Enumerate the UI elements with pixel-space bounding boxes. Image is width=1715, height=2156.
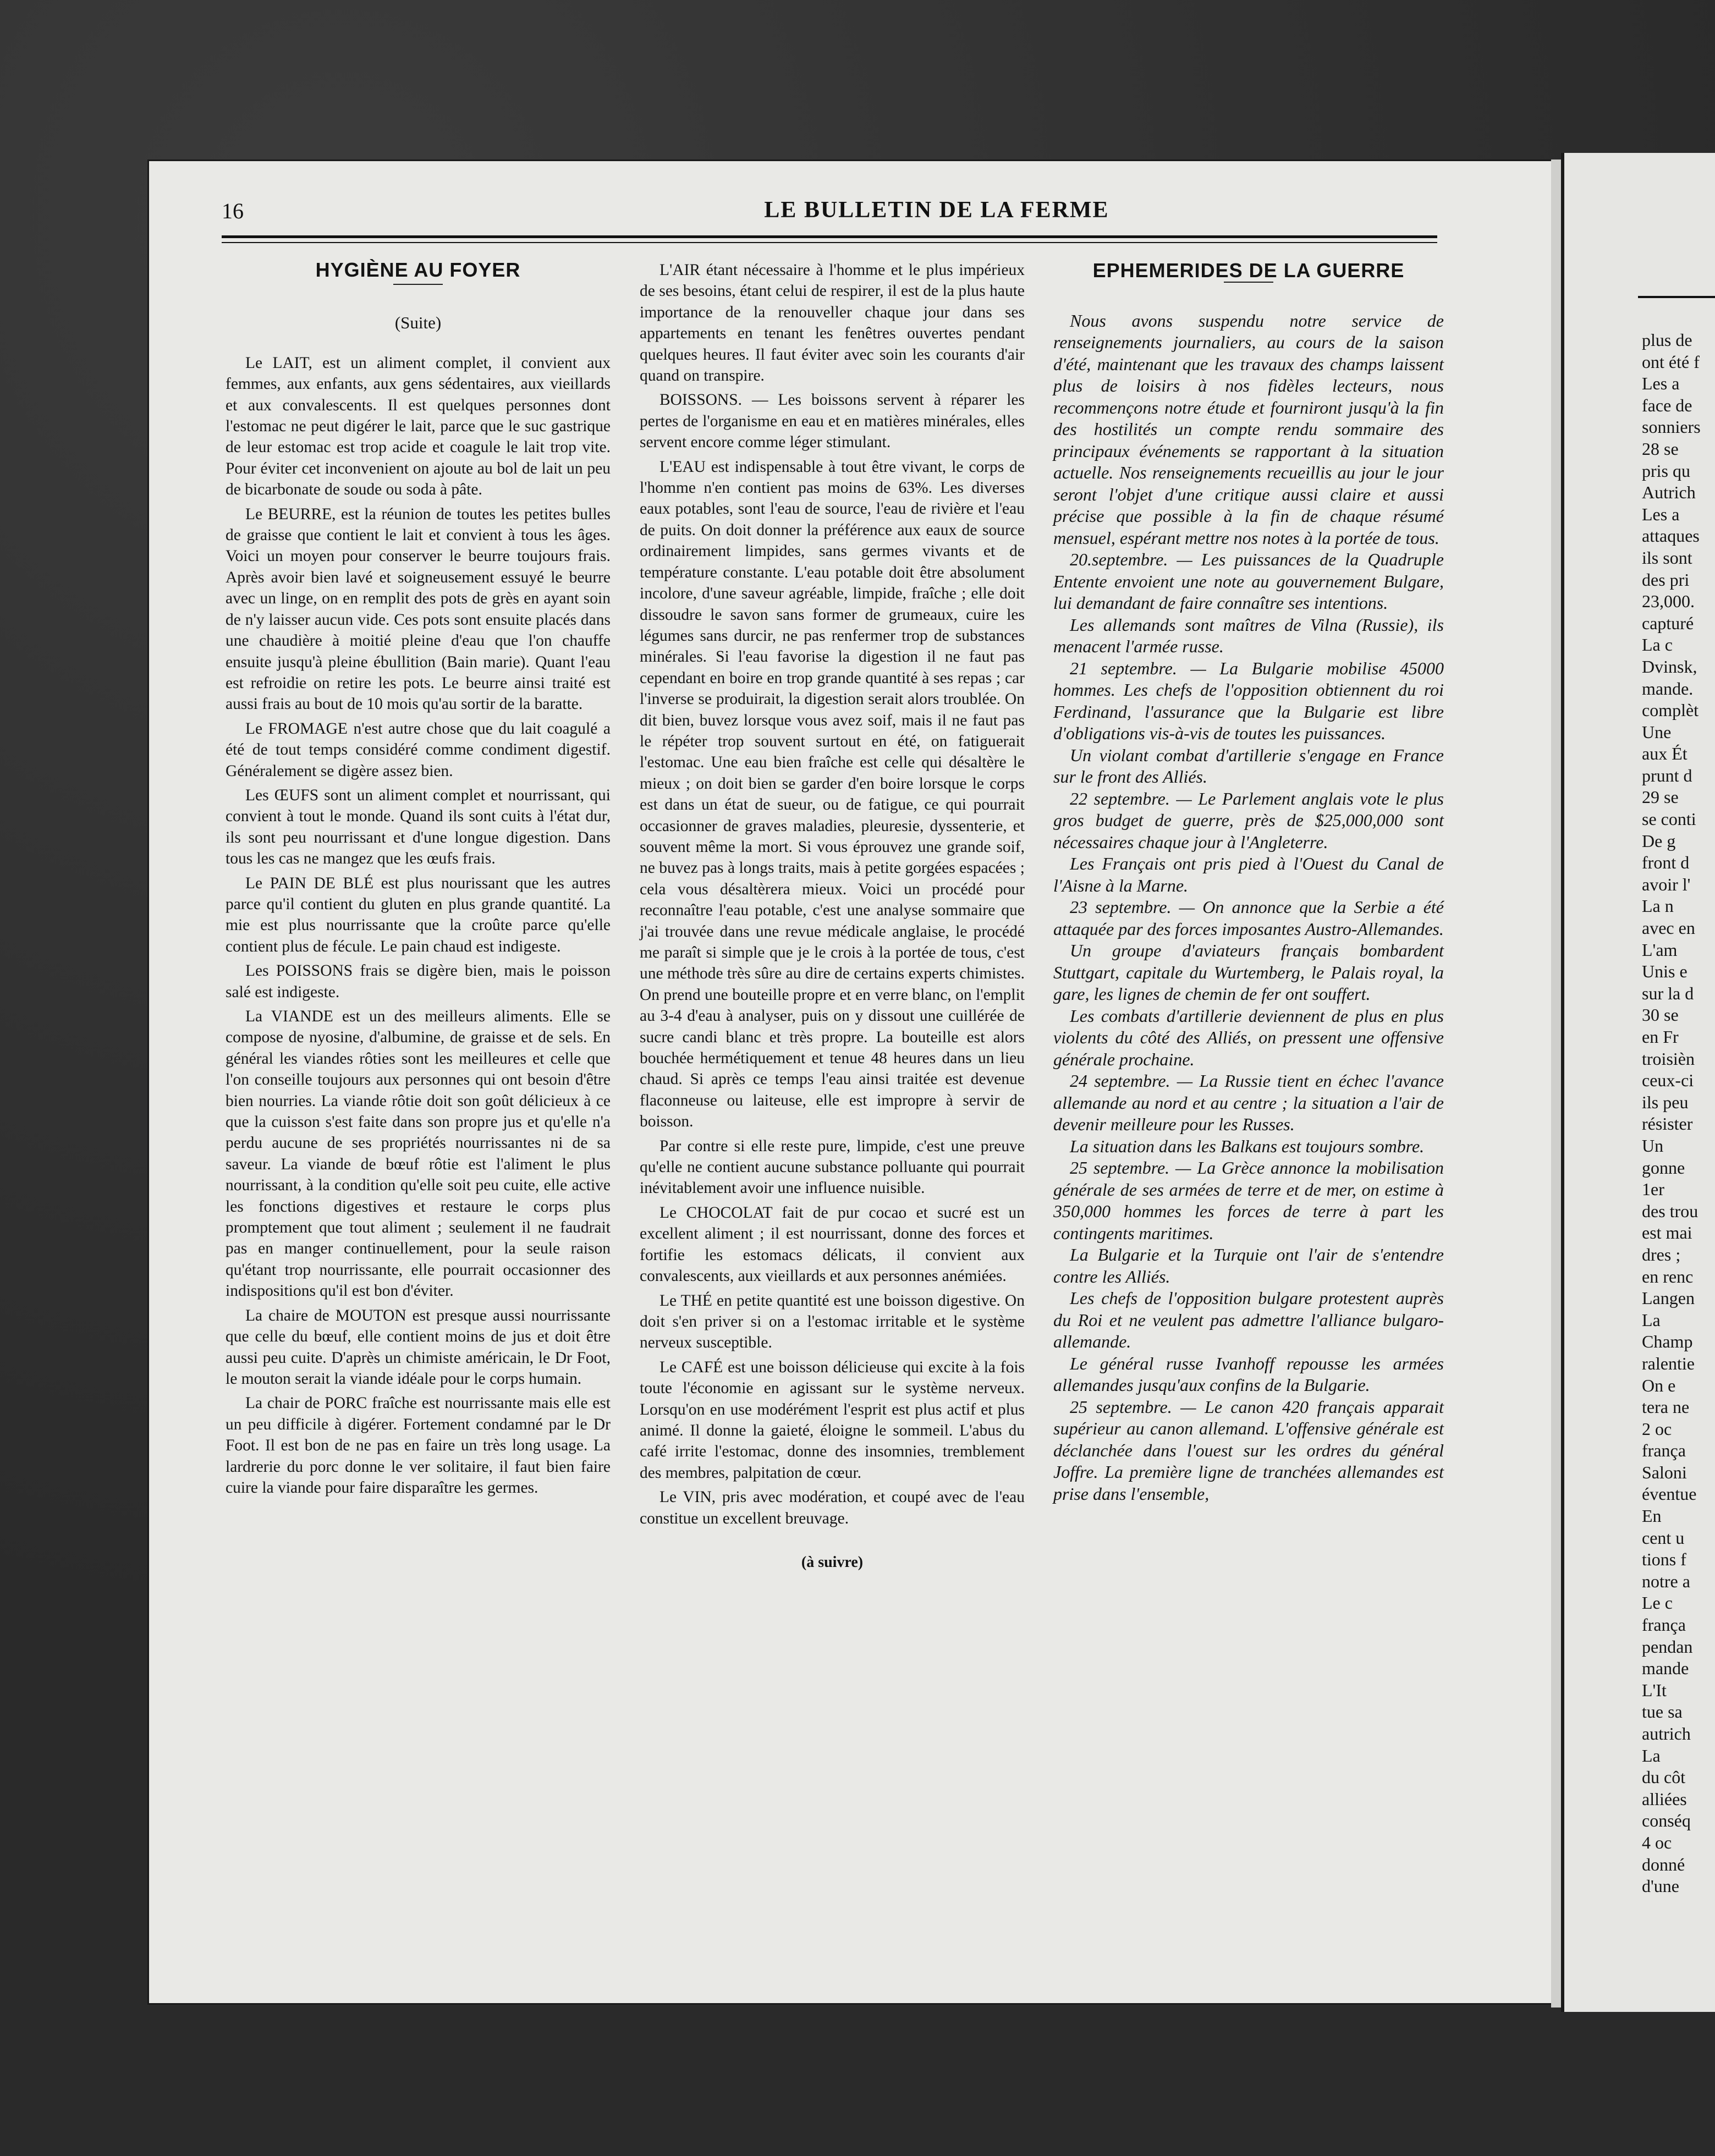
next-page-line: d'une	[1642, 1876, 1679, 1896]
next-page-line: La	[1642, 1745, 1661, 1766]
next-page-line: L'am	[1642, 939, 1678, 960]
next-page-line: Unis e	[1642, 961, 1687, 982]
paragraph: Le LAIT, est un aliment complet, il convient aux femmes, aux enfants, aux gens sédentaires, aux vieillards et aux convalescents. Il est quelques personnes dont l'estomac ne peut digérer le lait, parce que le suc gastrique de leur estomac est trop acide et coagule le lait trop vite. Pour éviter cet inconvenient on ajoute au bol de lait un peu de bicarbonate de soude ou soda à pâte.	[226, 354, 611, 499]
paragraph: Un violant combat d'artillerie s'engage en France sur le front des Alliés.	[1053, 745, 1444, 787]
next-page-line: avec en	[1642, 918, 1695, 938]
next-page-text	[1642, 330, 1715, 1936]
next-page-line: autrich	[1642, 1724, 1691, 1744]
paragraph: L'EAU est indispensable à tout être vivant, le corps de l'homme n'en contient pas moins de 63%. Les diverses eaux potables, sont l'eau de source, l'eau de rivière et l'eau de puits. On doit donner la préférence aux eaux de source ordinairement limpides, sans germes vivants et de température constante. L'eau potable doit être absolument incolore, d'une saveur agréable, limpide, fraîche ; elle doit dissoudre le savon sans former de grumeaux, cuire les légumes sans durcir, ne pas renfermer trop de substances minérales. Si l'eau favorise la digestion il ne faut pas cependant en boire en trop grande quantité à ses repas ; car l'inverse se produirait, la digestion serait alors troublée. On dit bien, buvez lorsque vous avez soif, mais il ne faut pas le répéter trop souvent surtout en été, on fatiguerait l'estomac. Une eau bien fraîche est celle qui désaltère le mieux ; on doit bien se garder d'en boire lorsque le corps est dans un état de sueur, ou de fatigue, ce qui pourrait occasionner de graves maladies, pleuresie, dyssenterie, et souvent même la mort. Si vous éprouvez une grande soif, ne buvez pas à longs traits, mais à petite gorgées espacées ; cela vous désaltèrera mieux. Voici un procédé pour reconnaître l'eau potable, c'est une analyse sommaire que j'ai trouvée dans une revue médicale anglaise, le procédé me paraît si simple que je le crois à la portée de tous, c'est une méthode très sûre au dire de certains experts chimistes. On prend une bouteille propre et en verre blanc, on l'emplit au 3-4 d'eau à analyser, puis on y dissout une cuillérée de sucre candi blanc et très propre. La bouteille est alors bouchée hermétiquement et tenue 48 heures dans un lieu chaud. Si après ce temps l'eau ainsi traitée est devenue flaconneuse ou laiteuse, elle est impropre à servir de boisson.	[640, 458, 1025, 1131]
next-page-line: Dvinsk,	[1642, 656, 1697, 676]
next-page-line: L'It	[1642, 1680, 1667, 1700]
next-page-line: attaques	[1642, 526, 1700, 546]
article-title: EPHEMERIDES DE LA GUERRE	[1092, 259, 1405, 282]
next-page-line: mande.	[1642, 678, 1694, 698]
next-page-line: ont été f	[1642, 351, 1700, 372]
header-rule-thin	[222, 242, 1437, 243]
paragraph: Les chefs de l'opposition bulgare protestent auprès du Roi et ne veulent pas admettre l'alliance bulgaro-allemande.	[1053, 1288, 1444, 1351]
next-page-line: alliées	[1642, 1789, 1687, 1809]
next-page-line: donné	[1642, 1854, 1685, 1874]
next-page-line: cent u	[1642, 1527, 1685, 1548]
paragraph: Les ŒUFS sont un aliment complet et nourrissant, qui convient à tout le monde. Quand ils sont cuits à l'état dur, ils sont peu nourrissant et d'une longue digestion. Dans tous les cas ne mangez que les œufs frais.	[226, 786, 611, 868]
paragraph: Le VIN, pris avec modération, et coupé avec de l'eau constitue un excellent breuvage.	[640, 1488, 1025, 1527]
next-page-line: plus de	[1642, 330, 1692, 350]
next-page-line: résister	[1642, 1114, 1693, 1134]
next-page-line: Le c	[1642, 1593, 1673, 1613]
paragraph: Le CAFÉ est une boisson délicieuse qui excite à la fois toute l'économie en agissant sur le système nerveux. Lorsqu'on en use modérément l'esprit est plus actif et plus animé. Il donne la gaieté, éloigne le sommeil. L'abus du café irrite l'estomac, donne des insomnies, tremblement des membres, palpitation de cœur.	[640, 1358, 1025, 1482]
next-page-line: 1er	[1642, 1179, 1664, 1200]
column-ephemerides	[1053, 260, 1444, 1505]
page-number: 16	[222, 199, 244, 223]
next-page-line: éventue	[1642, 1484, 1697, 1504]
next-page-line: tera ne	[1642, 1397, 1690, 1417]
paragraph: 20.septembre. — Les puissances de la Quadruple Entente envoient une note au gouvernement Bulgare, lui demandant de faire connaître ses intentions.	[1053, 549, 1444, 613]
next-page-line: avoir l'	[1642, 874, 1691, 894]
paragraph: Le FROMAGE n'est autre chose que du lait coagulé a été de tout temps considéré comme condiment digestif. Généralement se digère assez bien.	[226, 719, 611, 780]
next-page-line: 2 oc	[1642, 1418, 1672, 1439]
next-page-line: Les a	[1642, 504, 1680, 524]
next-page-line: De g	[1642, 831, 1676, 851]
paragraph: Les allemands sont maîtres de Vilna (Russie), ils menacent l'armée russe.	[1053, 614, 1444, 656]
article-subtitle: (Suite)	[394, 313, 442, 333]
next-page-rule	[1638, 296, 1715, 298]
next-page-line: frança	[1642, 1615, 1686, 1635]
next-page-line: front d	[1642, 853, 1690, 873]
paragraph: Le général russe Ivanhoff repousse les armées allemandes jusqu'aux confins de la Bulgarie.	[1053, 1353, 1444, 1395]
paragraph: La VIANDE est un des meilleurs aliments. Elle se compose de nyosine, d'albumine, de graisse et de sels. En général les viandes rôties sont les meilleures et celle que l'on conseille toujours aux personnes qui ont besoin d'être bien nourries. La viande rôtie doit son goût délicieux à ce que la cuisson s'est faite dans son propre jus et qu'elle n'a perdu aucune de ses propriétés nourrissantes ni de sa saveur. La viande de bœuf rôtie est l'aliment le plus nourrissant, à la condition qu'elle soit peu cuite, elle active les fonctions digestives et restaure le corps plus promptement que tout aliment ; seulement il ne faudrait pas en manger continuellement, pour la seule raison qu'étant trop nourrissante, elle pourrait occasionner des indispositions qu'il est bon d'éviter.	[226, 1008, 611, 1300]
paragraph: La situation dans les Balkans est toujours sombre.	[1070, 1136, 1425, 1156]
next-page-line: La	[1642, 1310, 1661, 1330]
masthead: LE BULLETIN DE LA FERME	[764, 197, 1109, 223]
paragraph: Le BEURRE, est la réunion de toutes les petites bulles de graisse que contient le lait et convient à tous les âges. Voici un moyen pour conserver le beurre toujours frais. Après avoir bien lavé et soigneusement essuyé le beurre avec un linge, on en remplit des pots de grès en ayant soin de n'y laisser aucun vide. Ces pots sont ensuite placés dans une chaudière à moitié pleine d'eau que l'on chauffe ensuite jusqu'à pleine ébullition (Bain marie). Quant l'eau est refroidie on retire les pots. Le beurre ainsi traité est aussi frais au bout de 10 mois qu'au sortir de la baratte.	[226, 505, 611, 713]
paragraph: La Bulgarie et la Turquie ont l'air de s'entendre contre les Alliés.	[1053, 1245, 1444, 1286]
paragraph: 23 septembre. — On annonce que la Serbie a été attaquée par des forces imposantes Austro-Allemandes.	[1053, 897, 1444, 939]
next-page-line: Champ	[1642, 1332, 1693, 1352]
next-page-line: ils peu	[1642, 1092, 1689, 1112]
paragraph: Les combats d'artillerie deviennent de plus en plus violents du côté des Alliés, on pressent une offensive générale prochaine.	[1053, 1005, 1444, 1069]
paragraph: 22 septembre. — Le Parlement anglais vote le plus gros budget de guerre, près de $25,000,000 sont nécessaires chaque jour à l'Angleterre.	[1053, 788, 1444, 852]
article-body	[1053, 310, 1444, 1505]
next-page-line: aux Ét	[1642, 744, 1687, 764]
paragraph: Un groupe d'aviateurs français bombardent Stuttgart, capitale du Wurtemberg, le Palais royal, la gare, les lignes de chemin de fer ont souffert.	[1053, 941, 1444, 1004]
paragraph: Le CHOCOLAT fait de pur cocao et sucré est un excellent aliment ; il est nourrissant, donne des forces et fortifie les estomacs délicats, il convient aux convalescents, aux vieillards et aux personnes anémiées.	[640, 1203, 1025, 1285]
page-gutter	[1551, 160, 1561, 2008]
next-page-line: On e	[1642, 1375, 1676, 1395]
next-page-line: tue sa	[1642, 1702, 1683, 1722]
next-page-line: pris qu	[1642, 460, 1690, 481]
next-page-line: se conti	[1642, 809, 1696, 829]
next-page-line: frança	[1642, 1440, 1686, 1461]
next-page-line: mande	[1642, 1658, 1689, 1679]
next-page-line: en renc	[1642, 1266, 1694, 1286]
next-page-line: face de	[1642, 395, 1692, 415]
next-page-line: En	[1642, 1506, 1662, 1526]
paragraph: Les POISSONS frais se digère bien, mais le poisson salé est indigeste.	[226, 962, 611, 1001]
next-page-line: 30 se	[1642, 1005, 1679, 1025]
next-page-line: 29 se	[1642, 787, 1679, 807]
to-be-continued: (à suivre)	[801, 1553, 864, 1571]
next-page-line: ceux-ci	[1642, 1070, 1694, 1091]
paragraph: Le PAIN DE BLÉ est plus nourissant que les autres parce qu'il contient du gluten en plus grande quantité. La mie est plus nourrissante que la croûte parce qu'elle contient plus de fécule. Le pain chaud est indigeste.	[226, 874, 611, 955]
next-page-line: Saloni	[1642, 1462, 1687, 1482]
article-body	[640, 260, 1025, 1529]
paragraph: Les Français ont pris pied à l'Ouest du Canal de l'Aisne à la Marne.	[1053, 854, 1444, 895]
next-page-line: gonne	[1642, 1157, 1685, 1178]
paragraph: 21 septembre. — La Bulgarie mobilise 45000 hommes. Les chefs de l'opposition obtiennent du roi Ferdinand, l'assurance que la Bulgarie est libre d'obligations vis-à-vis de toutes les puissances.	[1053, 658, 1444, 743]
column-hygiene	[226, 260, 611, 1502]
next-page-line: tions f	[1642, 1549, 1686, 1570]
header-rule	[222, 235, 1437, 238]
paragraph: 25 septembre. — Le canon 420 français apparait supérieur au canon allemand. L'offensive générale est déclanchée dans l'ouest sur les ordres du général Joffre. La première ligne de tranchées allemandes est prise dans l'ensemble,	[1053, 1396, 1444, 1504]
next-page-line: ils sont	[1642, 547, 1692, 568]
next-page-line: Langen	[1642, 1288, 1695, 1308]
next-page-line: est mai	[1642, 1223, 1692, 1243]
next-page-line: pendan	[1642, 1636, 1693, 1657]
paragraph: Le THÉ en petite quantité est une boisson digestive. On doit s'en priver si on a l'estomac irritable et le système nerveux susceptible.	[640, 1291, 1025, 1352]
article-body	[226, 353, 611, 1499]
next-page-line: des pri	[1642, 569, 1690, 590]
paragraph: La chaire de MOUTON est presque aussi nourrissante que celle du bœuf, elle contient moins de jus et doit être aussi peu cuite. D'après un chimiste américain, le Dr Foot, le mouton serait la viande idéale pour le corps humain.	[226, 1306, 611, 1388]
title-divider	[393, 284, 443, 285]
next-page-line: sonniers	[1642, 417, 1701, 437]
next-page-line: 28 se	[1642, 438, 1679, 459]
paragraph: 25 septembre. — La Grèce annonce la mobilisation générale de ses armées de terre et de mer, on estime à 350,000 hommes les forces de terre à part les contingents maritimes.	[1053, 1158, 1444, 1243]
next-page-line: capturé	[1642, 613, 1694, 633]
next-page-line: dres ;	[1642, 1244, 1681, 1264]
newspaper-page	[147, 160, 1583, 2005]
next-page-line: conséq	[1642, 1811, 1691, 1831]
paragraph: La chair de PORC fraîche est nourrissante mais elle est un peu difficile à digérer. Fortement condamné par le Dr Foot. Il est bon de ne pas en faire un très long usage. La lardrerie du porc donne le ver solitaire, il faut bien faire cuire la viande pour faire disparaître les germes.	[226, 1394, 611, 1497]
article-title: HYGIÈNE AU FOYER	[315, 258, 521, 281]
next-page-line: La n	[1642, 896, 1674, 916]
next-page-line: du côt	[1642, 1767, 1686, 1788]
column-hygiene-continued	[640, 260, 1025, 1576]
next-page-line: notre a	[1642, 1571, 1690, 1591]
next-page-line: Un	[1642, 1135, 1664, 1156]
next-page-line: en Fr	[1642, 1027, 1679, 1047]
next-page-line: Une	[1642, 722, 1672, 742]
next-page-line: Les a	[1642, 373, 1680, 394]
next-page-line: Autrich	[1642, 482, 1696, 503]
next-page-line: 4 oc	[1642, 1832, 1672, 1852]
next-page-line: ralentie	[1642, 1353, 1695, 1373]
paragraph: Nous avons suspendu notre service de renseignements journaliers, au cours de la saison d'été, maintenant que les travaux des champs laissent plus de loisirs à nos fidèles lecteurs, nous recommençons notre étude et fourniront jusqu'à la fin des hostilités un compte rendu sommaire des principaux événements se rapportant à la situation actuelle. Nos renseignements recueillis au jour le jour seront l'objet d'une critique aussi claire et aussi précise que possible à la fin de chaque résumé mensuel, espérant mettre nos notes à la portée de tous.	[1053, 310, 1444, 548]
next-page-line: complèt	[1642, 700, 1699, 721]
paragraph: Par contre si elle reste pure, limpide, c'est une preuve qu'elle ne contient aucune substance polluante qui pourrait inévitablement avoir une influence nuisible.	[640, 1137, 1025, 1197]
next-page-line: des trou	[1642, 1201, 1698, 1221]
next-page-line: prunt d	[1642, 765, 1692, 785]
paragraph: 24 septembre. — La Russie tient en échec l'avance allemande au nord et au centre ; la situation a l'air de devenir meilleure pour les Russes.	[1053, 1071, 1444, 1134]
paragraph: L'AIR étant nécessaire à l'homme et le plus impérieux de ses besoins, étant celui de respirer, il est de la plus haute importance de la renouveller chaque jour dans ses appartements en tenant les fenêtres ouvertes pendant quelques heures. Il faut éviter avec soin les courants d'air quand on transpire.	[640, 261, 1025, 385]
next-page-line: sur la d	[1642, 983, 1694, 1003]
next-page-line: La c	[1642, 635, 1673, 655]
paragraph: BOISSONS. — Les boissons servent à réparer les pertes de l'organisme en eau et en matières minérales, elles servent encore comme léger stimulant.	[640, 391, 1025, 452]
next-page-line: 23,000.	[1642, 591, 1695, 612]
next-page-line: troisièn	[1642, 1048, 1695, 1069]
